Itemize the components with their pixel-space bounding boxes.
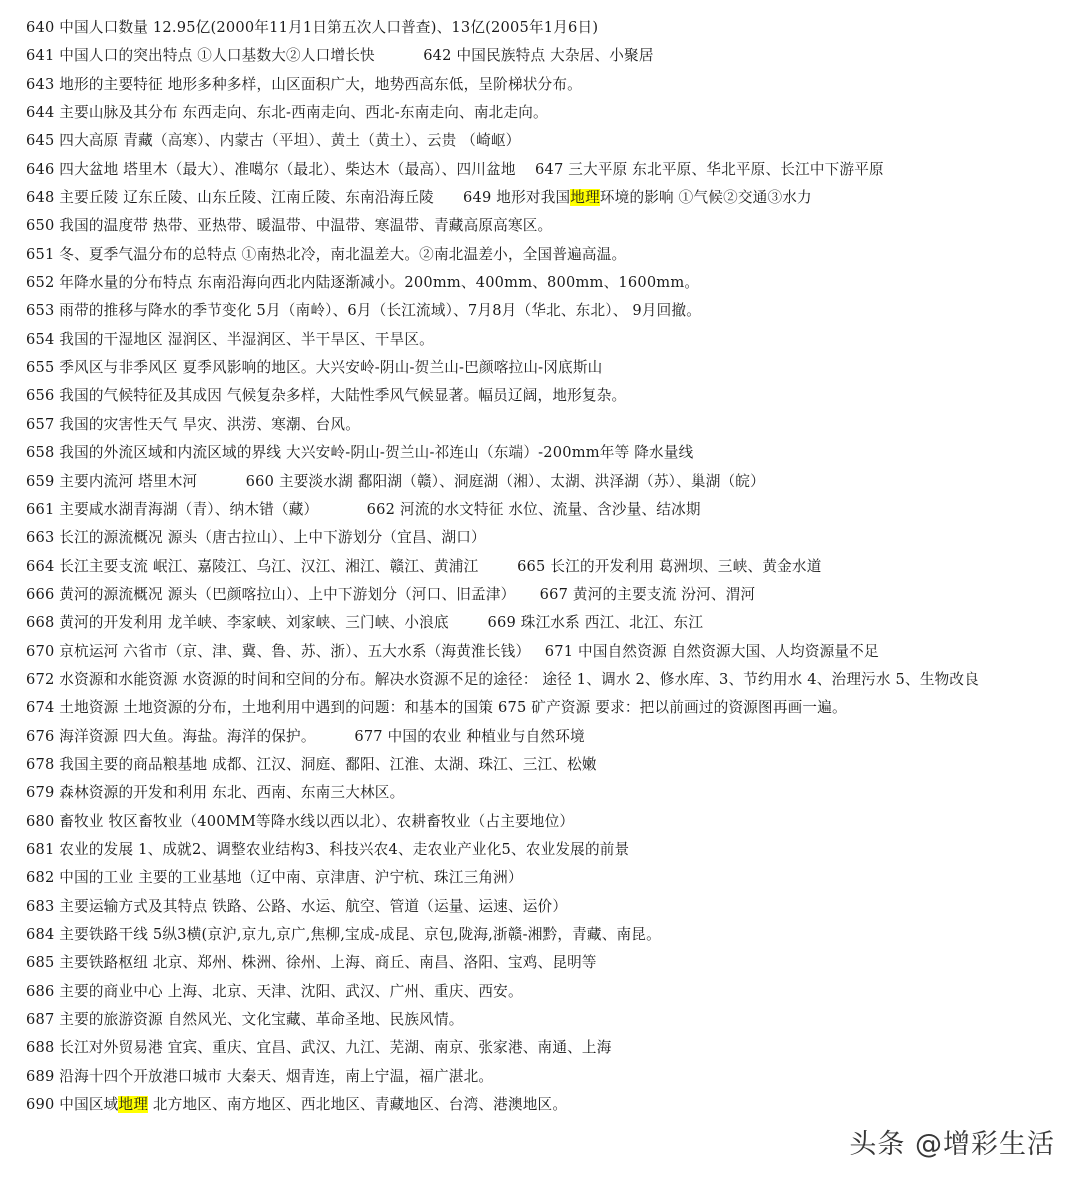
document-body <box>26 14 1066 1119</box>
text-line-672: 672 水资源和水能资源 水资源的时间和空间的分布。解决水资源不足的途径： 途径 1、调水 2、修水库、3、节约用水 4、治理污水 5、生物改良 <box>26 670 980 688</box>
text-line-685: 685 主要铁路枢纽 北京、郑州、株洲、徐州、上海、商丘、南昌、洛阳、宝鸡、昆明等 <box>26 954 597 972</box>
text-line-670: 670 京杭运河 六省市（京、津、冀、鲁、苏、浙）、五大水系（海黄淮长钱） 671 中国自然资源 自然资源大国、人均资源量不足 <box>26 642 879 660</box>
text-line-679: 679 森林资源的开发和利用 东北、西南、东南三大林区。 <box>26 784 405 802</box>
text-line-658: 658 我国的外流区域和内流区域的界线 大兴安岭-阴山-贺兰山-祁连山（东端）-200mm年等 降水量线 <box>26 444 694 462</box>
text-line-655: 655 季风区与非季风区 夏季风影响的地区。大兴安岭-阴山-贺兰山-巴颜喀拉山-冈底斯山 <box>26 359 603 377</box>
watermark-logo: 头条 @增彩生活 <box>849 1129 1055 1160</box>
text-line-678: 678 我国主要的商品粮基地 成都、江汉、洞庭、鄱阳、江淮、太湖、珠江、三江、松嫩 <box>26 755 597 773</box>
text-line-648 <box>26 184 1066 212</box>
text-line-690 <box>26 1091 1066 1119</box>
text-line-659: 659 主要内流河 塔里木河 660 主要淡水湖 鄱阳湖（赣）、洞庭湖（湘）、太湖、洪泽湖（苏）、巢湖（皖） <box>26 472 765 490</box>
text-line-681: 681 农业的发展 1、成就2、调整农业结构3、科技兴农4、走农业产业化5、农业发展的前景 <box>26 840 630 858</box>
text-line-687: 687 主要的旅游资源 自然风光、文化宝藏、革命圣地、民族风情。 <box>26 1011 464 1029</box>
text-line-680: 680 畜牧业 牧区畜牧业（400MM等降水线以西以北）、农耕畜牧业（占主要地位） <box>26 812 575 830</box>
text-line-646: 646 四大盆地 塔里木（最大）、准噶尔（最北）、柴达木（最高）、四川盆地 647 三大平原 东北平原、华北平原、长江中下游平原 <box>26 160 884 178</box>
text-line-643: 643 地形的主要特征 地形多种多样，山区面积广大，地势西高东低，呈阶梯状分布。 <box>26 75 582 93</box>
text-line-668: 668 黄河的开发利用 龙羊峡、李家峡、刘家峡、三门峡、小浪底 669 珠江水系 西江、北江、东江 <box>26 614 704 632</box>
highlighted-word: 地理 <box>570 189 600 207</box>
text-line-650: 650 我国的温度带 热带、亚热带、暖温带、中温带、寒温带、青藏高原高寒区。 <box>26 217 553 235</box>
text-line-664: 664 长江主要支流 岷江、嘉陵江、乌江、汉江、湘江、赣江、黄浦江 665 长江的开发利用 葛洲坝、三峡、黄金水道 <box>26 557 822 575</box>
text-line-653: 653 雨带的推移与降水的季节变化 5月（南岭）、6月（长江流域）、7月8月（华北、东北）、 9月回撤。 <box>26 302 702 320</box>
text-line-663: 663 长江的源流概况 源头（唐古拉山）、上中下游划分（宜昌、湖口） <box>26 529 486 547</box>
text-line-656: 656 我国的气候特征及其成因 气候复杂多样，大陆性季风气候显著。幅员辽阔，地形复杂。 <box>26 387 627 405</box>
text-line-674: 674 土地资源 土地资源的分布，土地利用中遇到的问题：和基本的国策 675 矿产资源 要求：把以前画过的资源图再画一遍。 <box>26 699 847 717</box>
text-line-688: 688 长江对外贸易港 宜宾、重庆、宜昌、武汉、九江、芜湖、南京、张家港、南通、上海 <box>26 1039 612 1057</box>
text-line-654: 654 我国的干湿地区 湿润区、半湿润区、半干旱区、干旱区。 <box>26 330 434 348</box>
line-648-text: 648 主要丘陵 辽东丘陵、山东丘陵、江南丘陵、东南沿海丘陵 649 地形对我国 <box>26 189 571 207</box>
text-line-652: 652 年降水量的分布特点 东南沿海向西北内陆逐渐减小。200mm、400mm、800mm、1600mm。 <box>26 274 700 292</box>
text-line-682: 682 中国的工业 主要的工业基地（辽中南、京津唐、沪宁杭、珠江三角洲） <box>26 869 523 887</box>
text-line-644: 644 主要山脉及其分布 东西走向、东北-西南走向、西北-东南走向、南北走向。 <box>26 104 548 122</box>
text-line-651: 651 冬、夏季气温分布的总特点 ①南热北冷，南北温差大。②南北温差小，全国普遍高温。 <box>26 245 627 263</box>
text-line-684: 684 主要铁路干线 5纵3横(京沪,京九,京广,焦柳,宝成-成昆、京包,陇海,浙赣-湘黔，青藏、南昆。 <box>26 926 661 943</box>
text-line-640: 640 中国人口数量 12.95亿(2000年11月1日第五次人口普查)、13亿(2005年1月6日) <box>26 19 599 36</box>
text-line-641: 641 中国人口的突出特点 ①人口基数大②人口增长快 642 中国民族特点 大杂居、小聚居 <box>26 47 654 65</box>
text-line-661: 661 主要咸水湖青海湖（青）、纳木错（藏） 662 河流的水文特征 水位、流量、含沙量、结冰期 <box>26 500 701 518</box>
line-648-text-end: 环境的影响 ①气候②交通③水力 <box>599 189 812 207</box>
text-line-689: 689 沿海十四个开放港口城市 大秦天、烟青连，南上宁温，福广湛北。 <box>26 1067 494 1085</box>
text-line-683: 683 主要运输方式及其特点 铁路、公路、水运、航空、管道（运量、运速、运价） <box>26 897 568 915</box>
text-line-657: 657 我国的灾害性天气 旱灾、洪涝、寒潮、台风。 <box>26 415 361 433</box>
text-line-666: 666 黄河的源流概况 源头（巴颜喀拉山）、上中下游划分（河口、旧孟津） 667 黄河的主要支流 汾河、渭河 <box>26 585 756 603</box>
line-690-text: 690 中国区域 <box>26 1096 119 1114</box>
line-690-text-end: 北方地区、南方地区、西北地区、青藏地区、台湾、港澳地区。 <box>148 1096 568 1114</box>
text-line-676: 676 海洋资源 四大鱼。海盐。海洋的保护。 677 中国的农业 种植业与自然环境 <box>26 727 585 745</box>
text-line-686: 686 主要的商业中心 上海、北京、天津、沈阳、武汉、广州、重庆、西安。 <box>26 982 523 1000</box>
text-line-645: 645 四大高原 青藏（高寒）、内蒙古（平坦）、黄土（黄土）、云贵 （崎岖） <box>26 132 521 150</box>
highlighted-word: 地理 <box>118 1096 149 1114</box>
